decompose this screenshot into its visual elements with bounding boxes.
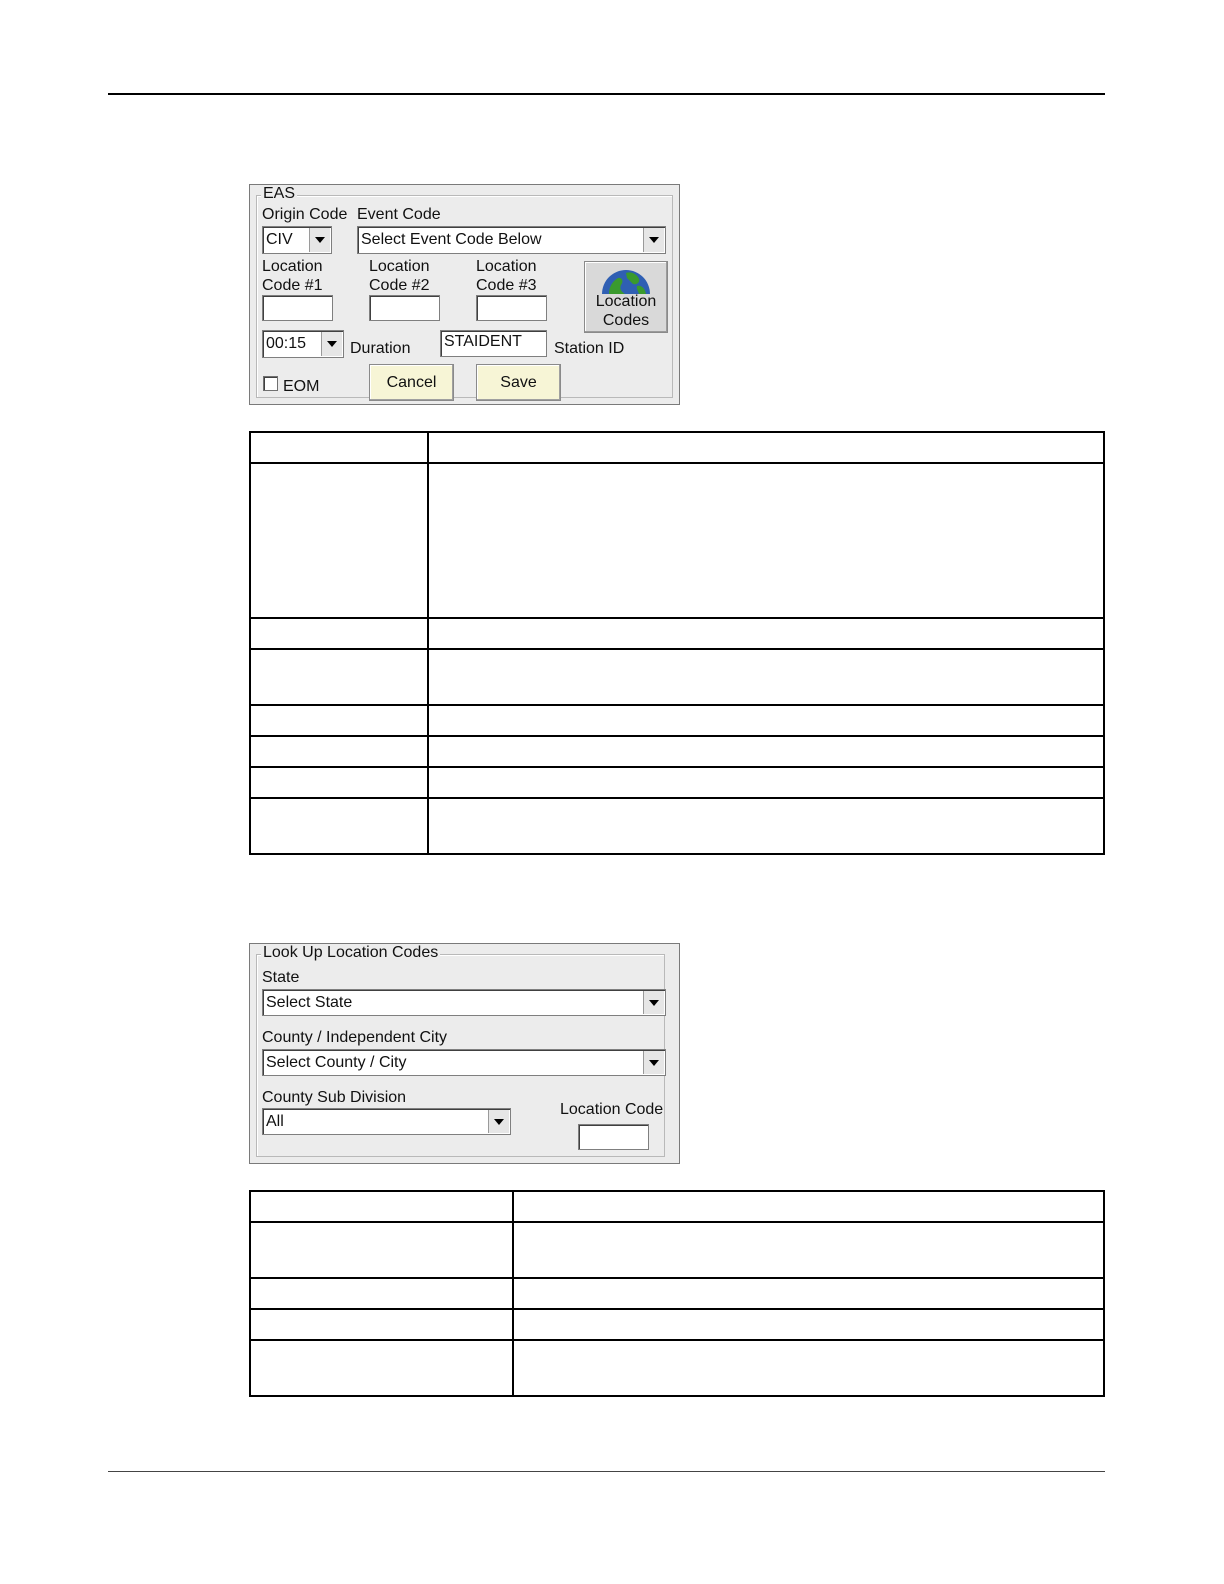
location-code-label: Location Code (560, 1101, 664, 1118)
station-id-value: STAIDENT (444, 333, 522, 350)
subdivision-select[interactable] (262, 1108, 511, 1135)
subdivision-label: County Sub Division (262, 1089, 407, 1106)
state-select[interactable] (262, 989, 666, 1016)
table-cell (513, 1340, 1104, 1396)
duration-select[interactable] (262, 330, 344, 358)
location-codes-button-label: Location Codes (595, 293, 657, 329)
table-cell (250, 649, 428, 705)
county-value: Select County / City (266, 1054, 407, 1071)
chevron-down-icon[interactable] (643, 1051, 664, 1074)
table-cell (250, 736, 428, 767)
lookup-legend: Look Up Location Codes (263, 944, 439, 961)
chevron-down-icon[interactable] (643, 991, 664, 1014)
table-row (250, 736, 1104, 767)
table-cell (250, 432, 428, 463)
event-code-value: Select Event Code Below (361, 231, 542, 248)
table-cell (250, 767, 428, 798)
table-cell (513, 1191, 1104, 1222)
eas-fields-table (249, 431, 1105, 855)
table-cell (250, 1309, 513, 1340)
table-cell (428, 649, 1104, 705)
state-value: Select State (266, 994, 353, 1011)
lookup-fields-table (249, 1190, 1105, 1397)
location-code-3-input[interactable] (476, 295, 547, 321)
table-cell (250, 1278, 513, 1309)
table-cell (428, 798, 1104, 854)
table-row (250, 1278, 1104, 1309)
location-code-3-label: Location Code #3 (476, 258, 537, 294)
table-cell (428, 463, 1104, 618)
state-label: State (262, 969, 300, 986)
table-cell (250, 1340, 513, 1396)
station-id-label: Station ID (554, 340, 625, 357)
location-code-2-label: Location Code #2 (369, 258, 430, 294)
event-code-label: Event Code (357, 206, 441, 223)
table-row (250, 1191, 1104, 1222)
globe-icon (601, 264, 651, 294)
event-code-select[interactable] (357, 226, 666, 254)
duration-label: Duration (350, 340, 411, 357)
station-id-input[interactable] (440, 330, 547, 357)
table-cell (250, 463, 428, 618)
county-select[interactable] (262, 1049, 666, 1076)
table-row (250, 618, 1104, 649)
origin-code-select[interactable] (262, 226, 332, 254)
chevron-down-icon[interactable] (321, 332, 342, 356)
table-row (250, 798, 1104, 854)
table-cell (428, 767, 1104, 798)
lookup-panel (249, 943, 680, 1164)
eom-checkbox[interactable] (263, 376, 278, 391)
origin-code-label: Origin Code (262, 206, 348, 223)
table-cell (513, 1278, 1104, 1309)
eas-panel (249, 184, 680, 405)
origin-code-value: CIV (266, 231, 293, 248)
save-button[interactable]: Save (476, 364, 561, 401)
duration-value: 00:15 (266, 335, 307, 352)
table-row (250, 463, 1104, 618)
table-row (250, 1222, 1104, 1278)
table-cell (428, 432, 1104, 463)
table-cell (428, 705, 1104, 736)
subdivision-value: All (266, 1113, 284, 1130)
table-cell (250, 1191, 513, 1222)
table-cell (428, 736, 1104, 767)
table-cell (428, 618, 1104, 649)
table-row (250, 432, 1104, 463)
footer-rule (108, 1471, 1105, 1472)
cancel-button[interactable]: Cancel (369, 364, 454, 401)
table-cell (250, 798, 428, 854)
table-cell (250, 705, 428, 736)
location-code-1-input[interactable] (262, 295, 333, 321)
eas-legend: EAS (263, 185, 296, 202)
location-code-input[interactable] (578, 1124, 649, 1150)
eom-label: EOM (283, 378, 320, 395)
location-code-1-label: Location Code #1 (262, 258, 323, 294)
header-rule (108, 93, 1105, 95)
table-row (250, 1340, 1104, 1396)
table-cell (250, 618, 428, 649)
chevron-down-icon[interactable] (643, 228, 664, 252)
table-cell (513, 1309, 1104, 1340)
table-row (250, 705, 1104, 736)
chevron-down-icon[interactable] (488, 1110, 509, 1133)
location-codes-button[interactable] (584, 261, 668, 333)
table-row (250, 767, 1104, 798)
chevron-down-icon[interactable] (309, 228, 330, 252)
location-code-2-input[interactable] (369, 295, 440, 321)
table-row (250, 1309, 1104, 1340)
table-row (250, 649, 1104, 705)
table-cell (250, 1222, 513, 1278)
county-label: County / Independent City (262, 1029, 448, 1046)
table-cell (513, 1222, 1104, 1278)
